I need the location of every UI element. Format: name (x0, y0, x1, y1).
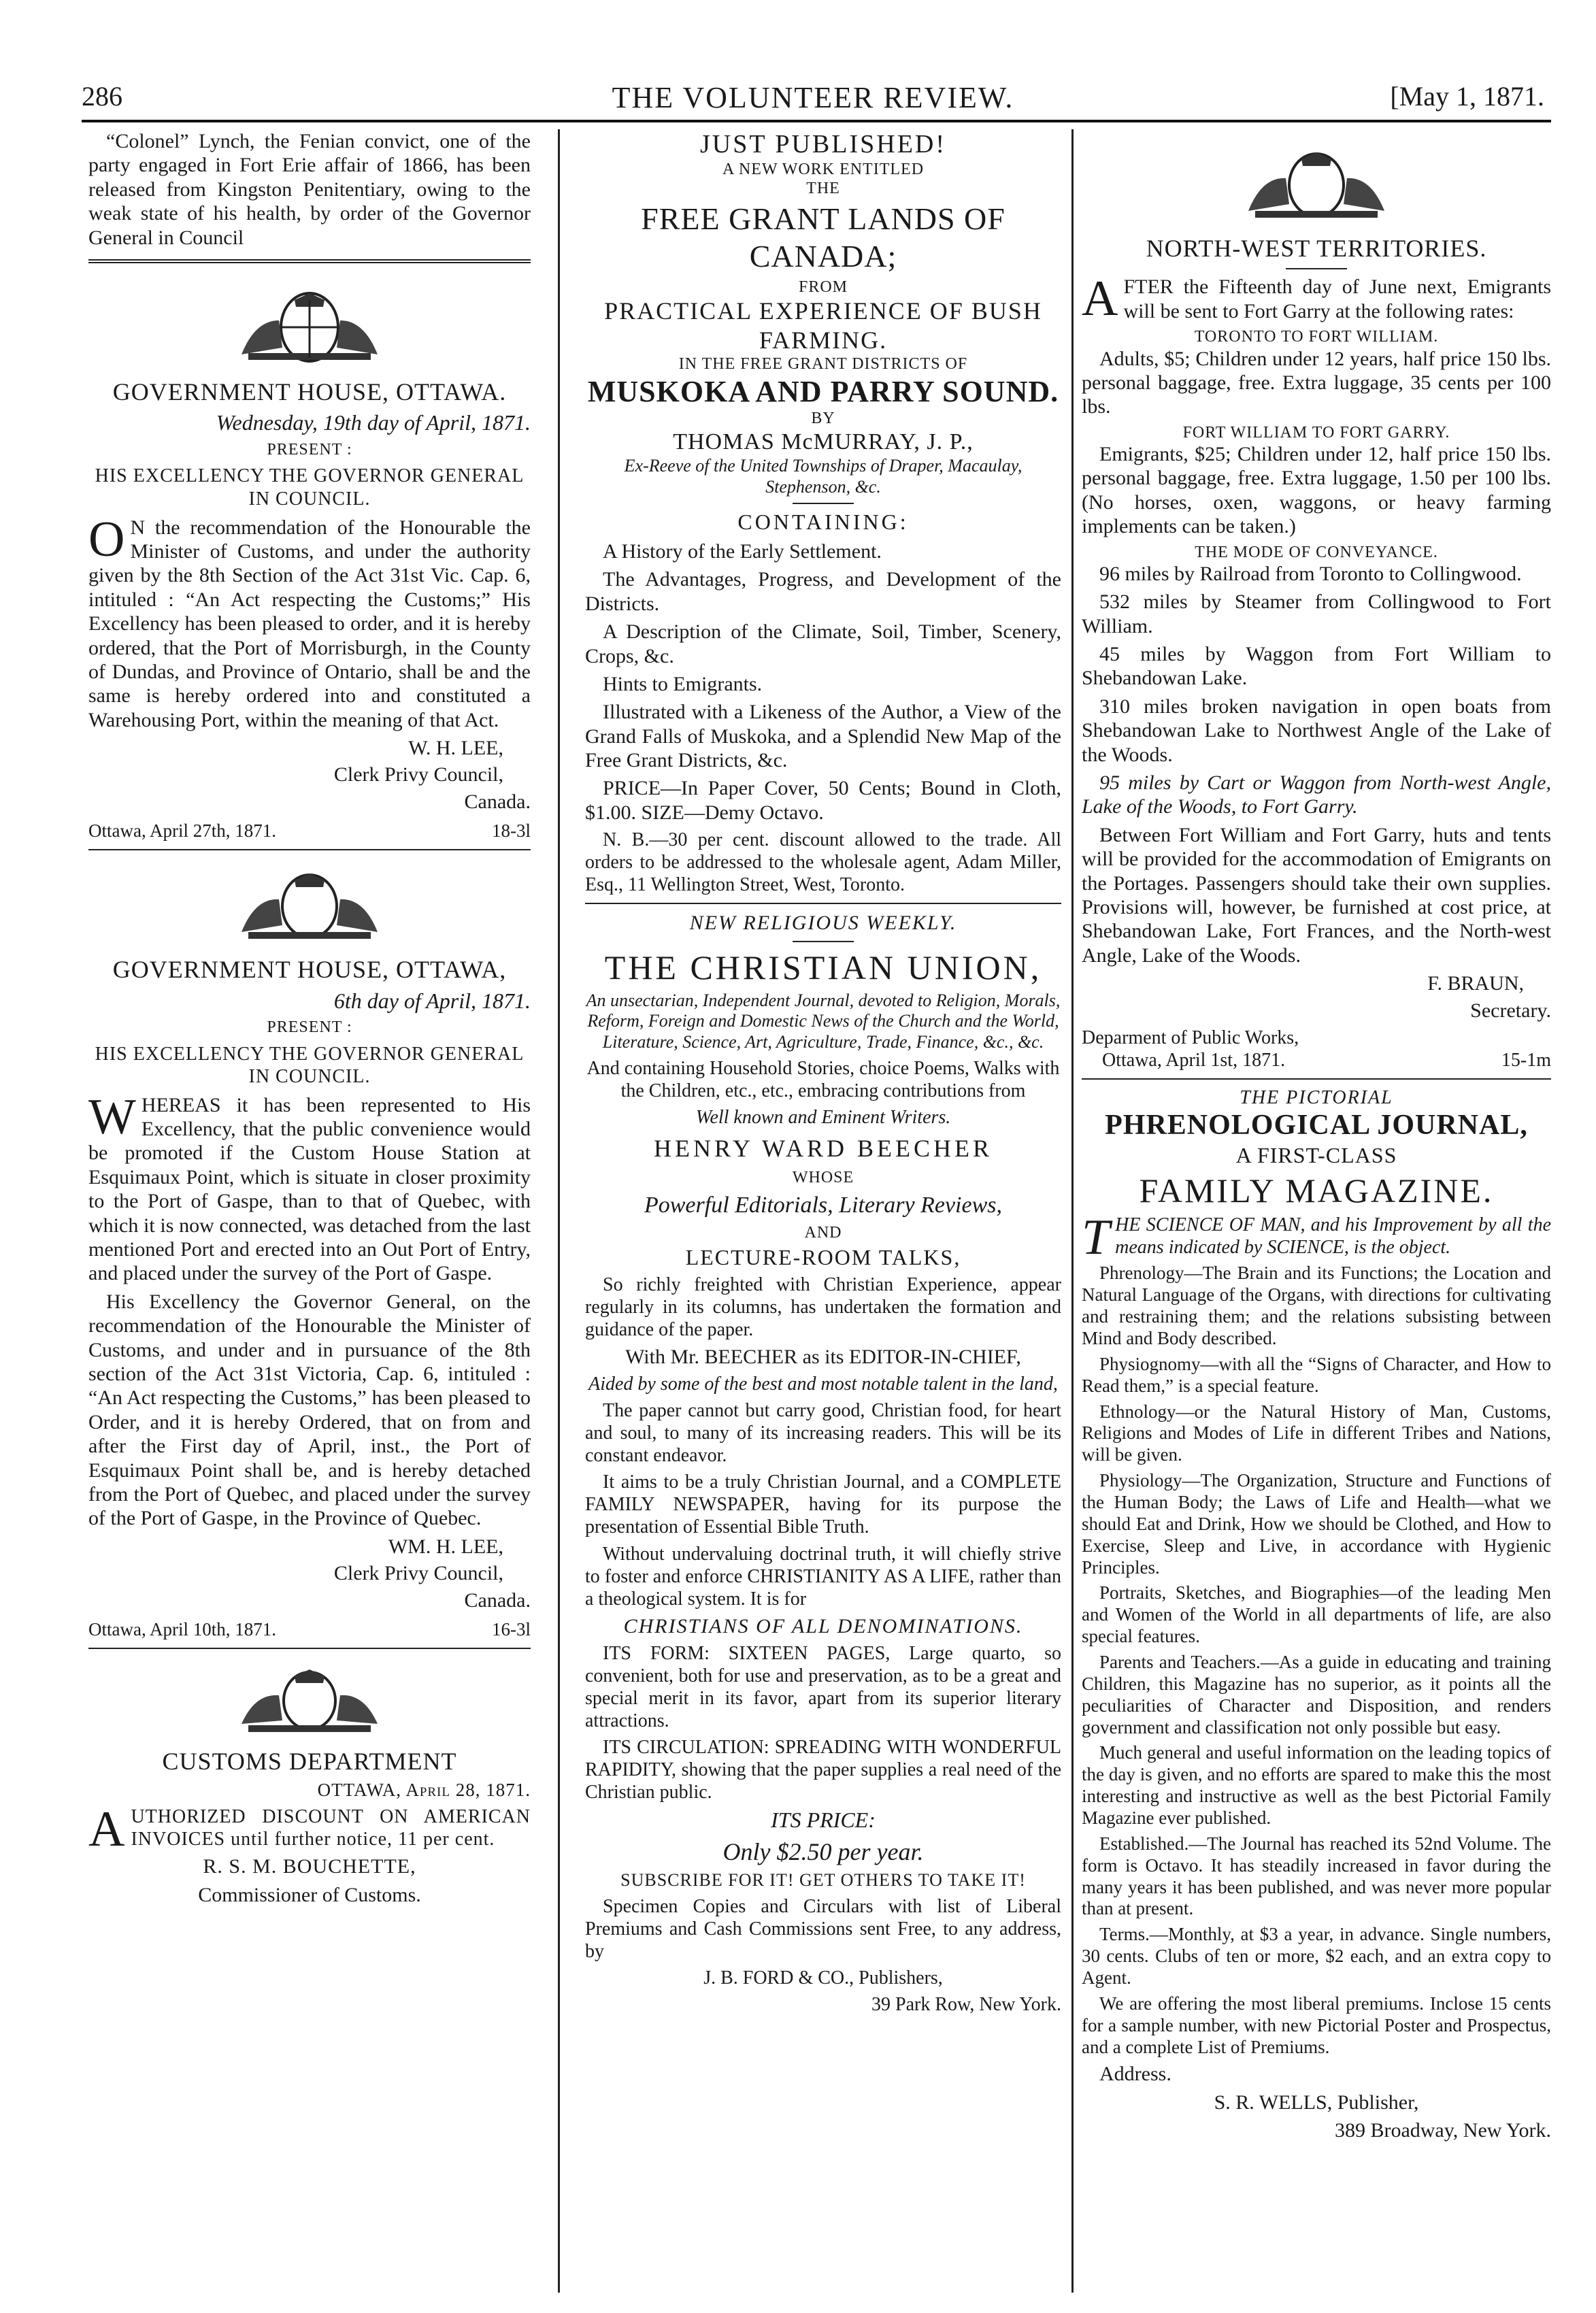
contents-item: Hints to Emigrants. (603, 672, 763, 695)
signer-name: R. S. M. BOUCHETTE, (203, 1855, 416, 1878)
signer-title: Clerk Privy Council, (333, 763, 503, 786)
signer-name: F. BRAUN, (1427, 972, 1524, 995)
contents-label: CONTAINING: (737, 510, 909, 535)
notice-body: ON the recommendation of the Honourable the Minister of Customs, and under the authority given by the 8th Section of the Act 31st Vic. Cap. 6, intituled : “An Act respecting the Customs;” His Excellency has been pleased to order, and it is hereby ordered, that the Port of Morrisburgh, in the County of Dundas, and Province of Ontario, shall be and the same is hereby ordered into and constituted a Warehousing Port, within the meaning of that Act. (88, 511, 531, 731)
paper-stories: And containing Household Stories, choice Poems, Walks with the Children, etc., etc., embracing contributions from (586, 1057, 1060, 1101)
column-left (88, 129, 531, 2293)
route-item: 96 miles by Railroad from Toronto to Collingwood. (1099, 562, 1522, 585)
header-rule (82, 120, 1551, 122)
paper-paragraph: So richly freighted with Christian Experience, appear regularly in its columns, has undertaken the formation and guidance of the paper. (585, 1274, 1061, 1340)
address-label: Address. (1099, 2063, 1171, 2086)
contents-item: Illustrated with a Likeness of the Author, a View of the Grand Falls of Muskoka, and a Splendid New Map of the Free Grant Districts, &c. (585, 701, 1061, 772)
ad-label: BY (811, 410, 835, 428)
journal-item: Established.—The Journal has reached its 52nd Volume. The form is Octavo. It has steadily increased in favor during the many years it has been published, and was never more popular than at present. (1082, 1833, 1551, 1919)
notice-date: 6th day of April, 1871. (333, 988, 531, 1013)
divider (793, 503, 854, 504)
divider (88, 849, 531, 850)
publisher-address: 389 Broadway, New York. (1334, 2119, 1551, 2142)
paper-paragraph: Aided by some of the best and most notable talent in the land, (588, 1374, 1058, 1395)
journal-item: Physiognomy—with all the “Signs of Character, and How to Read them,” is a special feature. (1082, 1353, 1551, 1396)
footer-ref: 18-3l (492, 820, 531, 842)
ad-label: IN THE FREE GRANT DISTRICTS OF (678, 355, 968, 373)
rate-subheading: THE MODE OF CONVEYANCE. (1195, 543, 1438, 561)
ad-subkicker: A FIRST-CLASS (1235, 1142, 1397, 1167)
ad-label: THE (806, 180, 840, 198)
customs-body: AUTHORIZED DISCOUNT ON AMERICAN INVOICES until further notice, 11 per cent. (88, 1801, 531, 1858)
divider (88, 259, 531, 263)
journal-item: We are offering the most liberal premiums. Inclose 15 cents for a sample number, with new Pictorial Poster and Prospectus, and a complete List of Premiums. (1082, 1993, 1551, 2057)
page-number: 286 (82, 81, 122, 112)
council-label: HIS EXCELLENCY THE GOVERNOR GENERAL IN COUNCIL. (95, 1043, 525, 1087)
rate-subheading: FORT WILLIAM TO FORT GARRY. (1182, 423, 1450, 442)
ad-label: WHOSE (792, 1169, 854, 1187)
book-districts: MUSKOKA AND PARRY SOUND. (587, 374, 1059, 408)
contents-item: A History of the Early Settlement. (603, 539, 882, 563)
divider (793, 941, 854, 942)
publisher-name: S. R. WELLS, Publisher, (1214, 2091, 1419, 2114)
divider (88, 1648, 531, 1649)
customs-date: OTTAWA, April 28, 1871. (317, 1780, 531, 1801)
signer-title: Secretary. (1470, 999, 1551, 1022)
journal-item: Much general and useful information on the leading topics of the day is given, and no efforts are spared to make this the most interesting and instructive as well as the best Pictorial Family Magazine ever published. (1082, 1742, 1551, 1829)
trade-note: N. B.—30 per cent. discount allowed to the trade. All orders to be addressed to the wholesale agent, Adam Miller, Esq., 11 Wellington Street, West, Toronto. (585, 829, 1061, 896)
divider (1286, 268, 1347, 269)
journal-item: Portraits, Sketches, and Biographies—of the leading Men and Women of the World in all departments of life, are also special features. (1082, 1582, 1551, 1647)
royal-arms-icon (228, 273, 391, 368)
publisher-address: 39 Park Row, New York. (871, 1994, 1061, 2016)
column-divider (558, 129, 560, 2293)
price-label: ITS PRICE: (771, 1808, 876, 1833)
rate-text: Emigrants, $25; Children under 12, half price 150 lbs. personal baggage, free. Extra luggage, 1.50 per 100 lbs. (No horses, oxen, waggons, or heavy farming implements can be taken.) (1082, 443, 1551, 538)
paper-writers: Well known and Eminent Writers. (695, 1106, 951, 1128)
subscribe-line: SUBSCRIBE FOR IT! GET OTHERS TO TAKE IT! (620, 1870, 1026, 1891)
rate-text: Adults, $5; Children under 12 years, half price 150 lbs. personal baggage, free. Extra luggage, 35 cents per 100 lbs. (1082, 347, 1551, 418)
divider (1082, 1078, 1551, 1080)
route-item: 95 miles by Cart or Waggon from North-west Angle, Lake of the Woods, to Fort Garry. (1082, 771, 1551, 818)
news-item-lynch: “Colonel” Lynch, the Fenian convict, one of the party engaged in Fort Erie affair of 1866, has been released from Kingston Penitentiary, owing to the weak state of his health, by order of the Governor General in Council (88, 130, 531, 249)
signer-title: Clerk Privy Council, (333, 1562, 503, 1585)
lecture-talks: LECTURE-ROOM TALKS, (685, 1245, 961, 1270)
divider (585, 903, 1061, 904)
nwt-heading: NORTH-WEST TERRITORIES. (1146, 235, 1487, 262)
customs-heading: CUSTOMS DEPARTMENT (162, 1747, 457, 1775)
royal-arms-icon (1235, 136, 1398, 224)
dept-name: Deparment of Public Works, (1082, 1027, 1299, 1048)
specimen-line: Specimen Copies and Circulars with list of Liberal Premiums and Cash Commissions sent Free, to any address, by (585, 1896, 1061, 1963)
journal-title: PHRENOLOGICAL JOURNAL, (1105, 1110, 1528, 1142)
journal-item: Phrenology—The Brain and its Functions; the Location and Natural Language of the Organs, with directions for cultivating and restraining them; and the relations subsisting between Mind and Body described. (1082, 1263, 1551, 1348)
notice-heading: GOVERNMENT HOUSE, OTTAWA. (112, 378, 507, 405)
ad-label: FROM (798, 278, 848, 296)
footer-ref: 15-1m (1501, 1049, 1551, 1071)
notice-date: Wednesday, 19th day of April, 1871. (216, 410, 531, 435)
publisher-name: J. B. FORD & CO., Publishers, (703, 1967, 943, 1989)
paper-description: An unsectarian, Independent Journal, devoted to Religion, Morals, Reform, Foreign and Domestic News of the Church and the World, Literature, Science, Art, Agriculture, Trade, Finance, &c., &c. (586, 990, 1061, 1052)
journal-item: Parents and Teachers.—As a guide in educating and training Children, this Magazine has no superior, as it points all the peculiarities of Character and Disposition, and renders government and classification not only possible but easy. (1082, 1652, 1551, 1737)
dept-date: Ottawa, April 1st, 1871. (1102, 1049, 1286, 1071)
author-description: Ex-Reeve of the United Townships of Draper, Macaulay, Stephenson, &c. (624, 455, 1023, 497)
rate-subheading: TORONTO TO FORT WILLIAM. (1194, 328, 1439, 346)
signer-place: Canada. (464, 790, 531, 813)
ad-kicker: NEW RELIGIOUS WEEKLY. (689, 912, 957, 935)
ad-kicker: JUST PUBLISHED! (699, 130, 947, 159)
paper-paragraph: The paper cannot but carry good, Christian food, for heart and soul, to many of its increasing readers. This will be its constant endeavor. (585, 1400, 1061, 1467)
column-middle (585, 129, 1061, 2293)
paper-paragraph: Without undervaluing doctrinal truth, it will chiefly strive to foster and enforce CHRISTIANITY AS A LIFE, rather than a theological system. It is for (585, 1543, 1061, 1610)
column-right (1082, 129, 1551, 2293)
price-info: PRICE—In Paper Cover, 50 Cents; Bound in Cloth, $1.00. SIZE—Demy Octavo. (585, 777, 1061, 824)
ad-subkicker: A NEW WORK ENTITLED (722, 160, 925, 178)
page-header (82, 80, 1544, 118)
masthead-title: THE VOLUNTEER REVIEW. (612, 81, 1014, 114)
royal-arms-icon (228, 1656, 391, 1737)
ad-label: AND (804, 1223, 842, 1242)
notice-heading: GOVERNMENT HOUSE, OTTAWA, (112, 956, 507, 984)
footer-date: Ottawa, April 27th, 1871. (88, 820, 276, 842)
ad-kicker: THE PICTORIAL (1240, 1087, 1393, 1109)
price-value: Only $2.50 per year. (722, 1837, 924, 1865)
journal-item: Ethnology—or the Natural History of Man, Customs, Religions and Modes of Life in different Tribes and Nations, will be given. (1082, 1401, 1551, 1465)
paper-paragraph: It aims to be a truly Christian Journal, and a COMPLETE FAMILY NEWSPAPER, having for its purpose the presentation of Essential Bible Truth. (585, 1471, 1061, 1538)
route-item: 310 miles broken navigation in open boats from Shebandowan Lake to Northwest Angle of the Lake of the Woods. (1082, 695, 1551, 766)
route-item: 532 miles by Steamer from Collingwood to Fort William. (1082, 590, 1551, 637)
notice-footer (88, 1619, 531, 1641)
journal-item: Terms.—Monthly, at $3 a year, in advance. Single numbers, 30 cents. Clubs of ten or more, $2 each, and an extra copy to Agent. (1082, 1924, 1551, 1988)
book-title: FREE GRANT LANDS OF CANADA; (641, 201, 1005, 273)
nwt-body: Between Fort William and Fort Garry, huts and tents will be provided for the accommodation of Emigrants on the Portages. Passengers should take their own supplies. Provisions will, however, be furnished at cost price, at Shebandowan Lake, Fort Frances, and the North-west Angle, Lake of the Woods. (1082, 823, 1551, 967)
book-subtitle: PRACTICAL EXPERIENCE OF BUSH FARMING. (604, 297, 1042, 354)
nwt-intro: AFTER the Fifteenth day of June next, Emigrants will be sent to Fort Garry at the following rates: (1082, 271, 1551, 327)
notice-footer (88, 820, 531, 842)
present-label: PRESENT : (267, 1018, 352, 1037)
journal-item: Physiology—The Organization, Structure and Functions of the Human Body; the Laws of Life and Health—what we should Eat and Drink, How we should be Clothed, and How to Exercise, Sleep and Live, in accordance with Hygienic Principles. (1082, 1470, 1551, 1578)
route-item: 45 miles by Waggon from Fort William to Shebandowan Lake. (1082, 643, 1551, 690)
nwt-footer (1082, 1027, 1551, 1071)
footer-ref: 16-3l (492, 1618, 531, 1640)
paper-paragraph: ITS CIRCULATION: SPREADING WITH WONDERFUL RAPIDITY, showing that the paper supplies a real need of the Christian public. (585, 1737, 1061, 1803)
signer-place: Canada. (464, 1588, 531, 1612)
journal-intro: THE SCIENCE OF MAN, and his Improvement by all the means indicated by SCIENCE, is the object. (1082, 1210, 1551, 1266)
paper-title: THE CHRISTIAN UNION, (604, 948, 1042, 986)
signer-name: WM. H. LEE, (388, 1535, 503, 1558)
paper-paragraph: CHRISTIANS OF ALL DENOMINATIONS. (623, 1614, 1023, 1637)
book-author: THOMAS McMURRAY, J. P., (673, 429, 974, 454)
column-divider (1071, 129, 1074, 2293)
present-label: PRESENT : (267, 441, 352, 459)
council-label: HIS EXCELLENCY THE GOVERNOR GENERAL IN COUNCIL. (95, 465, 525, 510)
editor-name: HENRY WARD BEECHER (653, 1134, 993, 1162)
paper-features: Powerful Editorials, Literary Reviews, (644, 1192, 1003, 1218)
contents-item: A Description of the Climate, Soil, Timber, Scenery, Crops, &c. (585, 620, 1061, 667)
signer-title: Commissioner of Customs. (198, 1883, 421, 1906)
magazine-title: FAMILY MAGAZINE. (1139, 1171, 1494, 1210)
paper-paragraph: ITS FORM: SIXTEEN PAGES, Large quarto, so convenient, both for use and preservation, as to be a great and special merit in its favor, apart from its superior literary attractions. (585, 1643, 1061, 1732)
paper-paragraph: With Mr. BEECHER as its EDITOR-IN-CHIEF, (625, 1345, 1021, 1368)
signer-name: W. H. LEE, (408, 737, 503, 760)
contents-item: The Advantages, Progress, and Development of the Districts. (585, 568, 1061, 615)
notice-body: His Excellency the Governor General, on the recommendation of the Honourable the Minister of Customs, and under and in pursuance of the 8th section of the Act 31st Victoria, Cap. 6, intituled : “An Act respecting the Customs,” has been pleased to Order, and it is hereby Ordered, that on from and after the First day of April, inst., the Port of Esquimaux Point shall be, and is hereby detached from the Port of Quebec, and placed under the survey of the Port of Gaspe, in the Province of Quebec. (88, 1290, 531, 1530)
issue-date: [May 1, 1871. (1390, 81, 1544, 112)
royal-arms-icon (228, 857, 391, 946)
notice-body: WHEREAS it has been represented to His Excellency, that the public convenience would be promoted if the Custom House Station at Esquimaux Point, which is situate in closer proximity to the Port of Gaspe, than to that of Quebec, with which it is now connected, was detached from the last mentioned Port and erected into an Out Port of Entry, and placed under the survey of the Port of Gaspe. (88, 1088, 531, 1285)
footer-date: Ottawa, April 10th, 1871. (88, 1618, 276, 1640)
